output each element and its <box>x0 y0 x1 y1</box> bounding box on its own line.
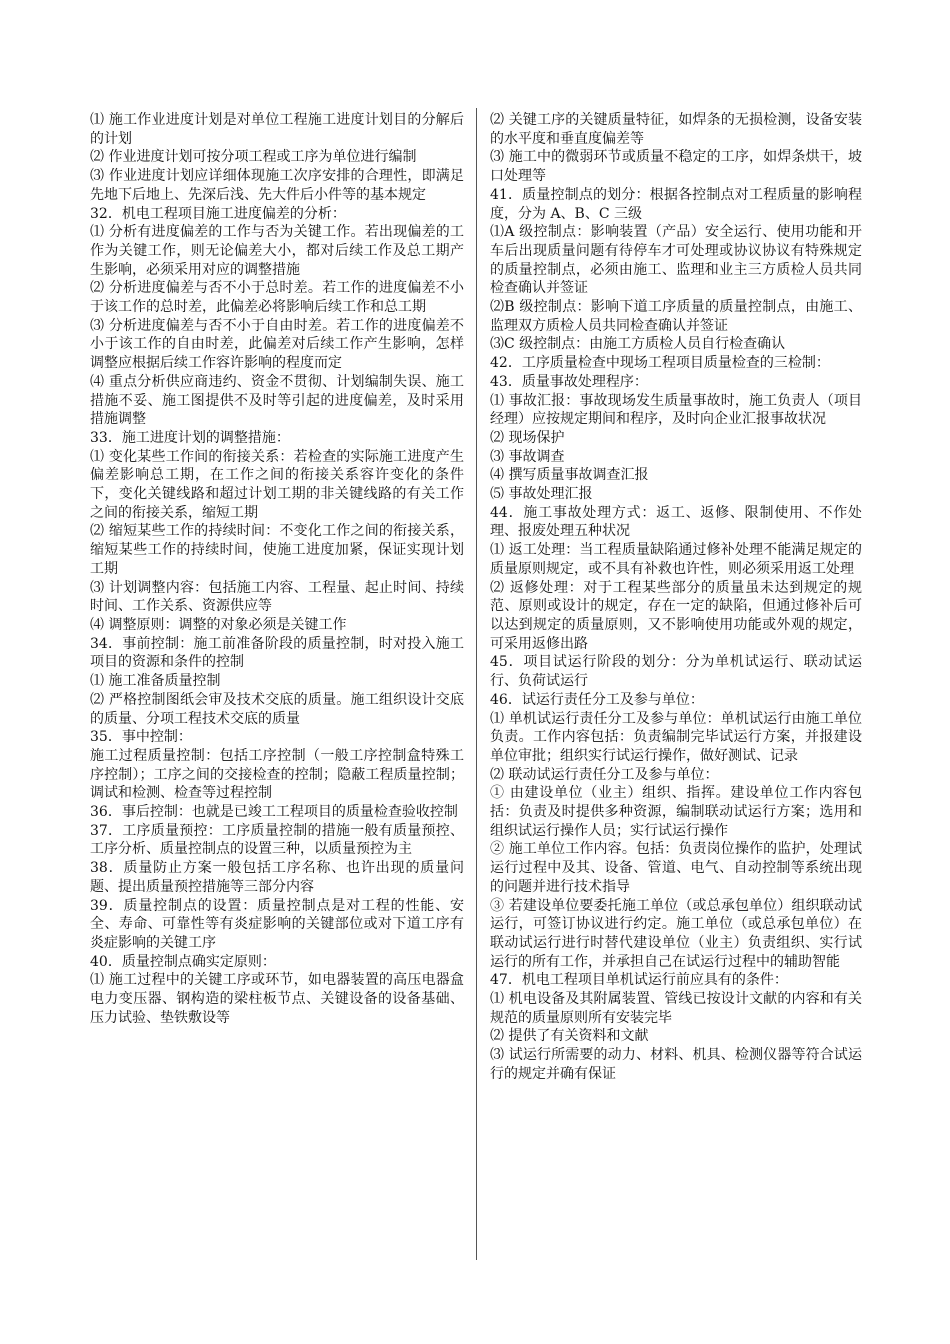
section-heading: 36．事后控制：也就是已竣工工程项目的质量检查验收控制 <box>90 804 458 821</box>
right-column <box>490 111 862 1084</box>
right-paragraph: ③ 若建设单位要委托施工单位（或总承包单位）组织联动试运行，可签订协议进行约定。施工单位（或总承包单位）在联动试运行进行时替代建设单位（业主）负责组织、实行试运行的所有工作，并承担自己在试运行过程中的辅助智能 <box>490 897 862 970</box>
right-paragraph: ⑷ 撰写质量事故调查汇报 <box>490 467 649 484</box>
left-paragraph: ⑴ 变化某些工作间的衔接关系：若检查的实际施工进度产生偏差影响总工期，在工作之间的衔接关系容许变化的条件下，变化关键线路和超过计划工期的非关键线路的有关工作之间的衔接关系，缩短工期 <box>90 448 464 521</box>
left-paragraph: 施工过程质量控制：包括工序控制（一般工序控制盒特殊工序控制）；工序之间的交接检查的控制；隐蔽工程质量控制；调试和检测、检查等过程控制 <box>90 747 464 802</box>
section-heading: 47．机电工程项目单机试运行前应具有的条件： <box>490 972 788 989</box>
left-paragraph: ⑵ 作业进度计划可按分项工程或工序为单位进行编制 <box>90 149 417 166</box>
right-paragraph: ⑴ 机电设备及其附属装置、管线已按设计文献的内容和有关规范的质量原则所有安装完毕 <box>490 991 862 1026</box>
section-heading: 40．质量控制点确实定原则： <box>90 953 276 970</box>
right-paragraph: ⑵B 级控制点：影响下道工序质量的质量控制点，由施工、监理双方质检人员共同检查确认并签证 <box>490 299 862 334</box>
section-heading: 46．试运行责任分工及参与单位： <box>490 691 704 708</box>
section-heading: 37．工序质量预控：工序质量控制的措施一般有质量预控、工序分析、质量控制点的设置三种，以质量预控为主 <box>90 822 464 858</box>
left-paragraph: ⑶ 分析进度偏差与否不小于自由时差。若工作的进度偏差不小于该工作的自由时差，此偏差对后续工作产生影响，怎样调整应根据后续工作容许影响的程度而定 <box>90 317 464 372</box>
right-paragraph: ⑵ 现场保护 <box>490 429 565 446</box>
section-heading: 42．工序质量检查中现场工程项目质量检查的三检制： <box>490 355 830 372</box>
right-paragraph: ⑵ 提供了有关资料和文献 <box>490 1028 649 1045</box>
left-paragraph: ⑵ 严格控制图纸会审及技术交底的质量。施工组织设计交底的质量、分项工程技术交底的质量 <box>90 691 464 727</box>
left-paragraph: ⑴ 施工作业进度计划是对单位工程施工进度计划目的分解后的计划 <box>90 112 464 147</box>
left-paragraph: ⑵ 分析进度偏差与否不小于总时差。若工作的进度偏差不小于该工作的总时差，此偏差必将影响后续工作和总工期 <box>90 280 464 316</box>
section-heading: 35．事中控制： <box>90 729 192 746</box>
left-column <box>90 111 464 1027</box>
right-paragraph: ⑸ 事故处理汇报 <box>490 486 593 503</box>
left-paragraph: ⑷ 重点分析供应商违约、资金不贯彻、计划编制失误、施工措施不妥、施工图提供不及时等引起的进度偏差，及时采用措施调整 <box>90 373 464 428</box>
right-paragraph: ⑴ 事故汇报：事故现场发生质量事故时，施工负责人（项目经理）应按规定期间和程序，及时向企业汇报事故状况 <box>490 392 862 428</box>
left-paragraph: ⑶ 计划调整内容：包括施工内容、工程量、起止时间、持续时间、工作关系、资源供应等 <box>90 579 464 615</box>
section-heading: 33．施工进度计划的调整措施： <box>90 429 290 446</box>
section-heading: 39．质量控制点的设置：质量控制点是对工程的性能、安全、寿命、可靠性等有炎症影响的关键部位或对下道工序有炎症影响的关键工序 <box>90 897 464 951</box>
right-paragraph: ⑶C 级控制点：由施工方质检人员自行检查确认 <box>490 336 786 353</box>
section-heading: 34．事前控制：施工前准备阶段的质量控制，时对投入施工项目的资源和条件的控制 <box>90 635 464 671</box>
right-paragraph: ⑶ 试运行所需要的动力、材料、机具、检测仪器等符合试运行的规定并确有保证 <box>490 1047 862 1082</box>
left-paragraph: ⑶ 作业进度计划应详细体现施工次序安排的合理性，即满足先地下后地上、先深后浅、先大件后小件等的基本规定 <box>90 168 464 203</box>
left-paragraph: ⑴ 施工准备质量控制 <box>90 673 221 690</box>
left-paragraph: ⑷ 调整原则：调整的对象必须是关键工作 <box>90 616 347 633</box>
section-heading: 44．施工事故处理方式：返工、返修、限制使用、不作处理、报废处理五种状况 <box>490 504 862 540</box>
right-paragraph: ① 由建设单位（业主）组织、指挥。建设单位工作内容包括：负责及时提供多种资源，编制联动试运行方案；选用和组织试运行操作人员；实行试运行操作 <box>490 785 862 839</box>
right-paragraph: ⑴ 单机试运行责任分工及参与单位：单机试运行由施工单位负责。工作内容包括：负责编制完毕试运行方案，并报建设单位审批；组织实行试运行操作，做好测试、记录 <box>490 710 862 764</box>
left-paragraph: ⑴ 分析有进度偏差的工作与否为关键工作。若出现偏差的工作为关键工作，则无论偏差大小，都对后续工作及总工期产生影响，必须采用对应的调整措施 <box>90 224 464 278</box>
left-paragraph: ⑴ 施工过程中的关键工序或环节，如电器装置的高压电器盒电力变压器、钢构造的梁柱板节点、关键设备的设备基础、压力试验、垫铁敷设等 <box>90 972 464 1026</box>
right-paragraph: ⑴A 级控制点：影响装置（产品）安全运行、使用功能和开车后出现质量问题有待停车才可处理或协议协议有特殊规定的质量控制点，必须由施工、监理和业主三方质检人员共同检查确认并签证 <box>490 224 862 297</box>
right-paragraph: ⑶ 事故调查 <box>490 448 565 465</box>
right-paragraph: ⑵ 返修处理：对于工程某些部分的质量虽未达到规定的规范、原则或设计的规定，存在一定的缺陷，但通过修补后可以达到规定的质量原则，又不影响使用功能或外观的规定，可采用返修出路 <box>490 579 862 652</box>
section-heading: 43．质量事故处理程序： <box>490 373 648 390</box>
section-heading: 41．质量控制点的划分：根据各控制点对工程质量的影响程度，分为 A、B、C 三级 <box>490 186 862 222</box>
left-paragraph: ⑵ 缩短某些工作的持续时间：不变化工作之间的衔接关系，缩短某些工作的持续时间，使施工进度加紧，保证实现计划工期 <box>90 523 464 577</box>
right-paragraph: ⑴ 返工处理：当工程质量缺陷通过修补处理不能满足规定的质量原则规定，或不具有补救也许性，则必须采用返工处理 <box>490 542 862 577</box>
section-heading: 32．机电工程项目施工进度偏差的分析： <box>90 205 346 222</box>
right-paragraph: ⑵ 关键工序的关键质量特征，如焊条的无损检测，设备安装的水平度和垂直度偏差等 <box>490 112 862 147</box>
column-divider <box>476 108 477 1260</box>
right-paragraph: ⑶ 施工中的微弱环节或质量不稳定的工序，如焊条烘干，坡口处理等 <box>490 149 862 185</box>
section-heading: 38．质量防止方案一般包括工序名称、也许出现的质量问题、提出质量预控措施等三部分内容 <box>90 860 464 895</box>
right-paragraph: ⑵ 联动试运行责任分工及参与单位： <box>490 766 719 783</box>
section-heading: 45．项目试运行阶段的划分：分为单机试运行、联动试运行、负荷试运行 <box>490 654 862 690</box>
right-paragraph: ② 施工单位工作内容。包括：负责岗位操作的监护，处理试运行过程中及其、设备、管道、电气、自动控制等系统出现的问题并进行技术指导 <box>490 841 862 895</box>
